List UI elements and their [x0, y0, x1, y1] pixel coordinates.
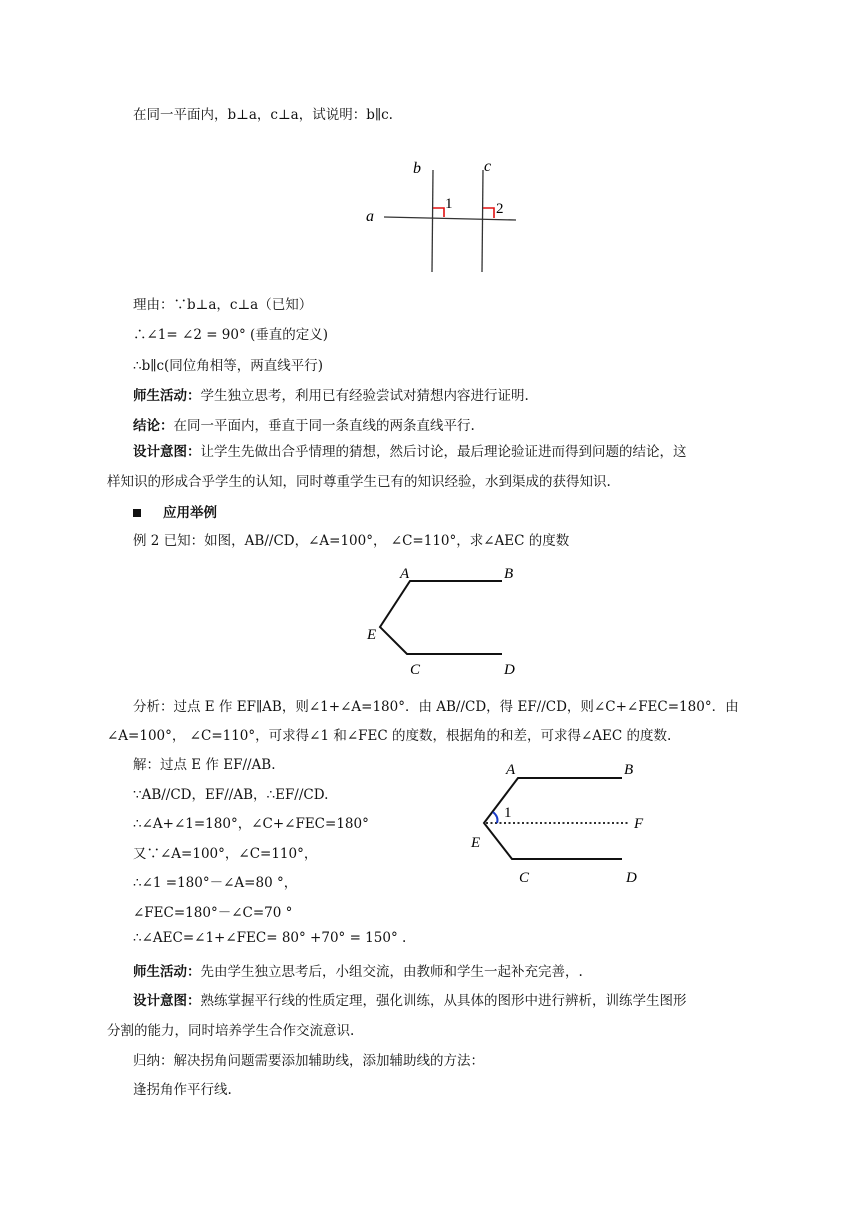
design-2-label: 设计意图： [133, 993, 201, 1009]
label-B: B [624, 762, 634, 778]
analysis-line-2: ∠A=100°， ∠C=110°，可求得∠1 和∠FEC 的度数，根据角的和差，可求得∠AEC 的度数. [107, 728, 672, 744]
example-2-statement: 例 2 已知：如图，AB//CD，∠A=100°， ∠C=110°，求∠AEC 的度数 [133, 533, 570, 549]
activity-2-text: 先由学生独立思考后，小组交流，由教师和学生一起补充完善，. [200, 964, 583, 980]
angle-1-arc [493, 812, 498, 823]
label-angle-1: 1 [445, 196, 453, 212]
label-E: E [367, 627, 377, 643]
solution-step-0: 解：过点 E 作 EF//AB. [133, 757, 276, 773]
polyline-AB-E-CD [380, 581, 502, 654]
solution-step-4: ∴∠1 =180°－∠A=80 °， [133, 875, 298, 891]
label-C: C [410, 662, 421, 678]
right-angle-mark-1 [433, 208, 444, 217]
line-a [384, 217, 516, 220]
label-A: A [400, 566, 410, 582]
label-a: a [366, 208, 374, 225]
activity-2 [133, 960, 583, 980]
design-1-line2: 样知识的形成合乎学生的认知，同时尊重学生已有的知识经验，水到渠成的获得知识. [107, 474, 611, 490]
design-2-line2: 分割的能力，同时培养学生合作交流意识. [107, 1023, 355, 1039]
solution-step-1: ∵AB//CD，EF//AB，∴EF//CD. [133, 787, 329, 803]
right-angle-mark-2 [483, 208, 494, 218]
section-title: 应用举例 [163, 505, 217, 521]
label-F: F [634, 816, 644, 832]
label-A: A [506, 762, 516, 778]
solution-step-5: ∠FEC=180°－∠C=70 ° [133, 905, 293, 921]
label-C: C [519, 870, 530, 886]
activity-2-label: 师生活动： [133, 964, 201, 980]
label-E: E [471, 835, 481, 851]
figure-perpendicular-lines [360, 150, 530, 278]
summary-line-1: 归纳：解决拐角问题需要添加辅助线，添加辅助线的方法： [133, 1053, 484, 1069]
proof-step-2: ∴b∥c(同位角相等，两直线平行) [133, 358, 324, 374]
solution-step-6: ∴∠AEC=∠1+∠FEC= 80° +70° = 150° . [133, 930, 407, 946]
figure-corner-with-auxiliary-line [466, 755, 666, 890]
label-D: D [504, 662, 515, 678]
conclusion [133, 414, 475, 434]
label-angle-1: 1 [504, 805, 512, 821]
label-D: D [626, 870, 637, 886]
label-angle-2: 2 [496, 201, 504, 217]
summary-line-2: 逢拐角作平行线. [133, 1082, 232, 1098]
bullet-icon [133, 509, 141, 517]
label-B: B [504, 566, 514, 582]
analysis-line-1: 分析：过点 E 作 EF∥AB，则∠1+∠A=180°．由 AB//CD，得 EF//CD，则∠C+∠FEC=180°．由 [133, 699, 739, 715]
label-c: c [484, 158, 492, 175]
design-1-line1: 让学生先做出合乎情理的猜想，然后讨论，最后理论验证进而得到问题的结论，这 [200, 444, 687, 460]
design-intent-1 [133, 440, 687, 460]
solution-step-3: 又∵∠A=100°，∠C=110°， [133, 846, 318, 862]
design-intent-2 [133, 989, 687, 1009]
proof-step-1: ∴∠1= ∠2 = 90° (垂直的定义) [133, 327, 329, 343]
conclusion-label: 结论： [133, 418, 174, 434]
label-b: b [413, 160, 421, 177]
problem-statement: 在同一平面内，b⊥a，c⊥a，试说明：b∥c. [133, 107, 393, 123]
conclusion-text: 在同一平面内，垂直于同一条直线的两条直线平行. [173, 418, 475, 434]
activity-1 [133, 384, 529, 404]
proof-reason: 理由：∵b⊥a，c⊥a（已知） [133, 297, 313, 313]
line-b [432, 170, 433, 272]
line-c [482, 170, 483, 272]
activity-1-label: 师生活动： [133, 388, 201, 404]
solution-step-2: ∴∠A+∠1=180°，∠C+∠FEC=180° [133, 816, 369, 832]
figure-corner-problem [362, 562, 532, 680]
design-2-line1: 熟练掌握平行线的性质定理，强化训练，从具体的图形中进行辨析，训练学生图形 [200, 993, 687, 1009]
activity-1-text: 学生独立思考，利用已有经验尝试对猜想内容进行证明. [200, 388, 529, 404]
section-heading [133, 501, 217, 521]
design-1-label: 设计意图： [133, 444, 201, 460]
